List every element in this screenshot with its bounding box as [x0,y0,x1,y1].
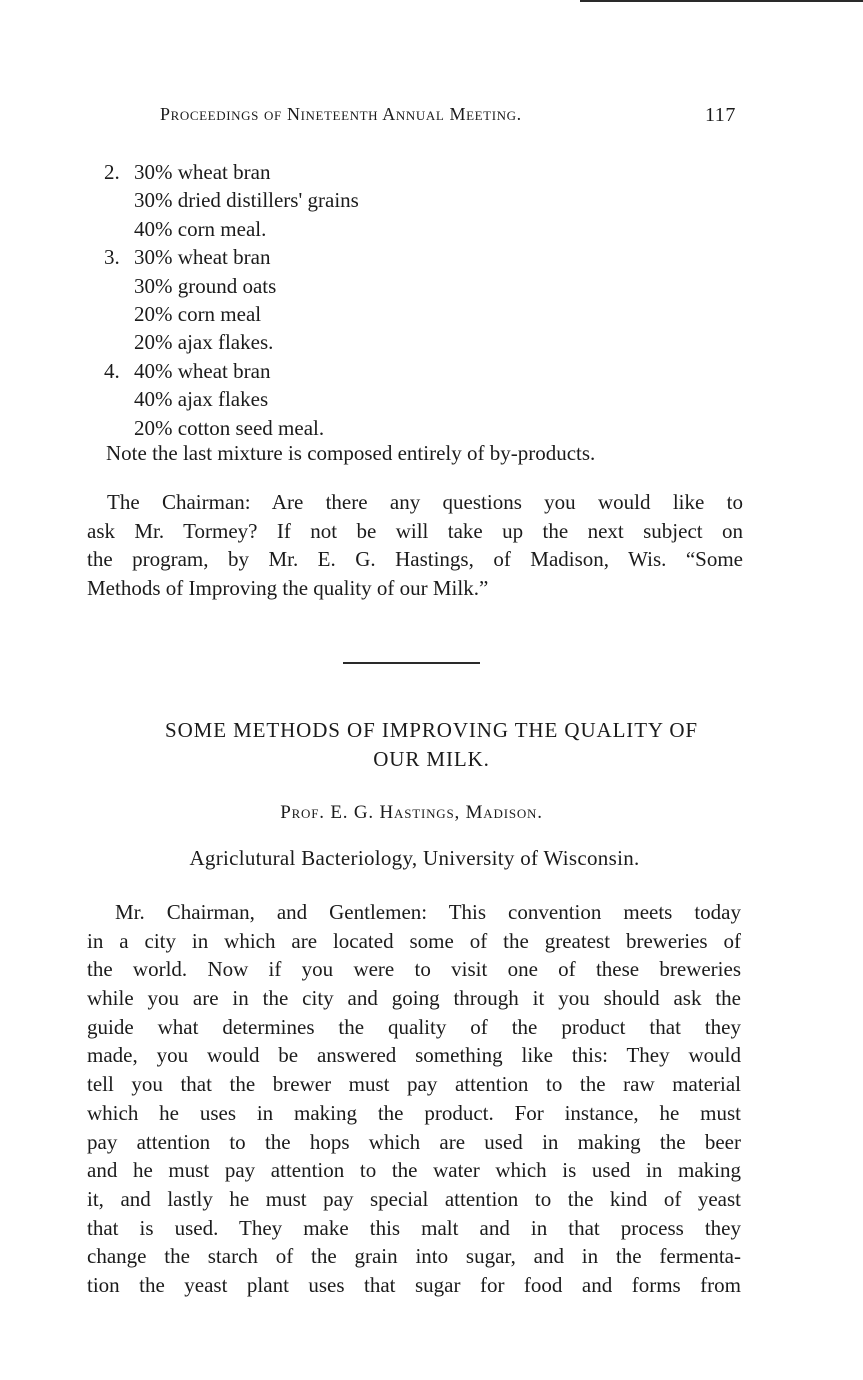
paragraph-line: which he uses in making the product. For instance, he must [87,1100,741,1125]
paragraph-line: The Chairman: Are there any questions you would like to [107,490,743,514]
mixture-component: 40% wheat bran [134,358,271,383]
mixture-4-line-1 [104,357,744,385]
section-title-line: OUR MILK. [373,747,490,771]
author-affiliation: Agriclutural Bacteriology, University of Wisconsin. [189,846,640,870]
paragraph-line: Mr. Chairman, and Gentlemen: This convention meets today [115,900,741,924]
mixture-component: 30% dried distillers' grains [134,188,359,213]
paragraph-line: the program, by Mr. E. G. Hastings, of Madison, Wis. “Some [87,547,743,572]
mixture-note: Note the last mixture is composed entirely of by-products. [106,441,596,465]
mixture-number: 4. [104,358,120,383]
paragraph-line: ask Mr. Tormey? If not be will take up the next subject on [87,518,743,543]
section-title-line: SOME METHODS OF IMPROVING THE QUALITY OF [164,718,699,742]
mixture-component: 30% ground oats [134,273,277,298]
paragraph-line: tell you that the brewer must pay attention to the raw material [87,1072,741,1097]
section-title [80,716,783,774]
chairman-paragraph [87,488,743,603]
feed-mixture-list [104,158,744,442]
mixture-component: 20% corn meal [134,301,262,326]
author-byline: Prof. E. G. Hastings, Madison. [280,802,543,823]
mixture-number: 2. [104,160,120,184]
mixture-component: 40% ajax flakes [134,387,269,412]
paragraph-line: it, and lastly he must pay special attention to the kind of yeast [87,1186,741,1211]
mixture-component: 20% ajax flakes. [134,330,274,355]
top-edge-rule [580,0,863,2]
paragraph-line: the world. Now if you were to visit one of these breweries [87,957,741,982]
paragraph-line: in a city in which are located some of the greatest breweries of [87,928,741,953]
paragraph-line: tion the yeast plant uses that sugar for food and forms from [87,1272,741,1297]
mixture-component: 30% wheat bran [134,160,271,184]
paragraph-line: and he must pay attention to the water which is used in making [87,1158,741,1183]
paragraph-line: made, you would be answered something like this: They would [87,1043,741,1068]
mixture-component: 20% cotton seed meal. [134,415,325,440]
mixture-2-line-1 [104,158,744,186]
paragraph-line: while you are in the city and going through it you should ask the [87,986,741,1011]
body-paragraph [87,898,741,1300]
mixture-3-line-1 [104,243,744,271]
page-number: 117 [704,104,736,126]
running-head-title: Proceedings of Nineteenth Annual Meeting. [160,104,522,124]
paragraph-line: Methods of Improving the quality of our Milk.” [87,576,489,601]
section-divider [343,662,480,664]
paragraph-line: pay attention to the hops which are used in making the beer [87,1129,741,1154]
paragraph-line: that is used. They make this malt and in that process they [87,1215,741,1240]
mixture-number: 3. [104,245,120,270]
running-head [160,104,736,132]
paragraph-line: change the starch of the grain into sugar, and in the fermenta- [87,1244,741,1269]
paragraph-line: guide what determines the quality of the product that they [87,1014,741,1039]
mixture-component: 40% corn meal. [134,216,267,241]
mixture-component: 30% wheat bran [134,245,271,270]
